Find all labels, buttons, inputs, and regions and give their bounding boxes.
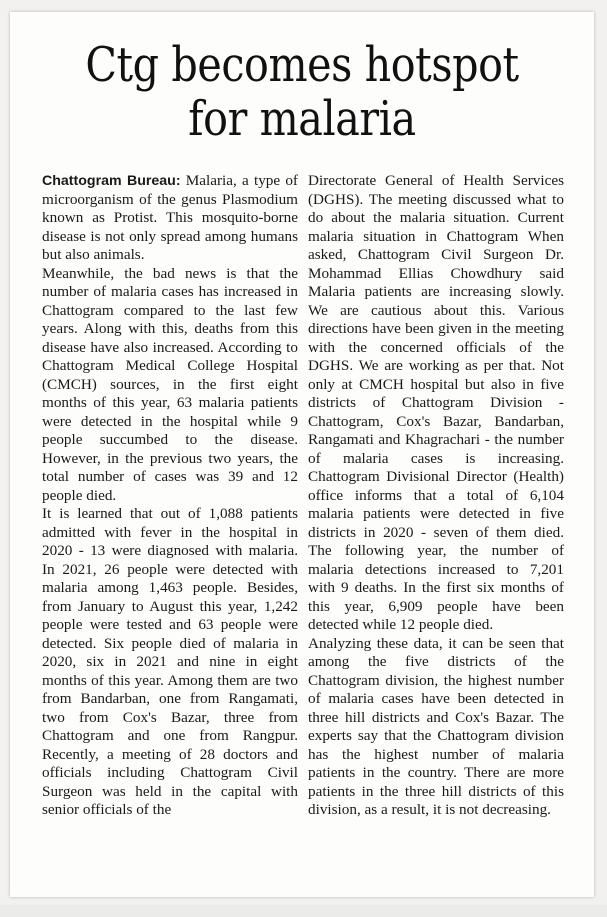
newspaper-clipping xyxy=(10,12,594,897)
article-column-left xyxy=(42,172,298,820)
paragraph: Meanwhile, the bad news is that the number of malaria cases has increased in Chattogram compared to the last few years. Along with this, deaths from this disease have also increased. According to Chattogram Medical College Hospital (CMCH) sources, in the first eight months of this year, 63 malaria patients were detected in the hospital while 9 people succumbed to the disease. However, in the previous two years, the total number of cases was 39 and 12 people died. xyxy=(42,264,298,504)
dateline: Chattogram Bureau: xyxy=(42,173,181,189)
paragraph xyxy=(42,172,298,265)
article-column-right xyxy=(308,172,564,820)
paragraph: Analyzing these data, it can be seen that among the five districts of the Chattogram division, the highest number of malaria cases have been detected in three hill districts and Cox's Bazar. The experts say that the Chattogram division has the highest number of malaria patients in the country. There are more patients in the three hill districts of this division, as a result, it is not decreasing. xyxy=(308,634,564,818)
headline: Ctg becomes hotspot for malaria xyxy=(85,37,519,147)
paragraph: It is learned that out of 1,088 patients admitted with fever in the hospital in 2020 - 13 were diagnosed with malaria. In 2021, 26 people were detected with malaria among 1,463 people. Besides, from January to August this year, 1,242 people were tested and 63 people were detected. Six people died of malaria in 2020, six in 2021 and nine in eight months of this year. Among them are two from Bandarban, one from Rangamati, two from Cox's Bazar, three from Chattogram and one from Rangpur. Recently, a meeting of 28 doctors and officials including Chattogram Civil Surgeon was held in the capital with senior officials of the xyxy=(42,505,298,818)
paragraph-text: Malaria, a type of microorganism of the genus Plasmodium known as Protist. This mosquito-borne disease is not only spread among humans but also animals. xyxy=(42,172,298,263)
paragraph: Directorate General of Health Services (DGHS). The meeting discussed what to do about the malaria situation. Current malaria situation in Chattogram When asked, Chattogram Civil Surgeon Dr. Mohammad Ellias Chowdhury said Malaria patients are increasing slowly. We are cautious about this. Various directions have been given in the meeting with the concerned officials of the DGHS. We are working as per that. Not only at CMCH hospital but also in five districts of Chattogram Division - Chattogram, Cox's Bazar, Bandarban, Rangamati and Khagrachari - the number of malaria cases is increasing. Chattogram Divisional Director (Health) office informs that a total of 6,104 malaria patients were detected in five districts in 2020 - seven of them died. The following year, the number of malaria detections increased to 7,201 with 9 deaths. In the first six months of this year, 6,909 people have been detected while 12 people died. xyxy=(308,172,564,633)
page-bottom-strip xyxy=(0,905,607,917)
